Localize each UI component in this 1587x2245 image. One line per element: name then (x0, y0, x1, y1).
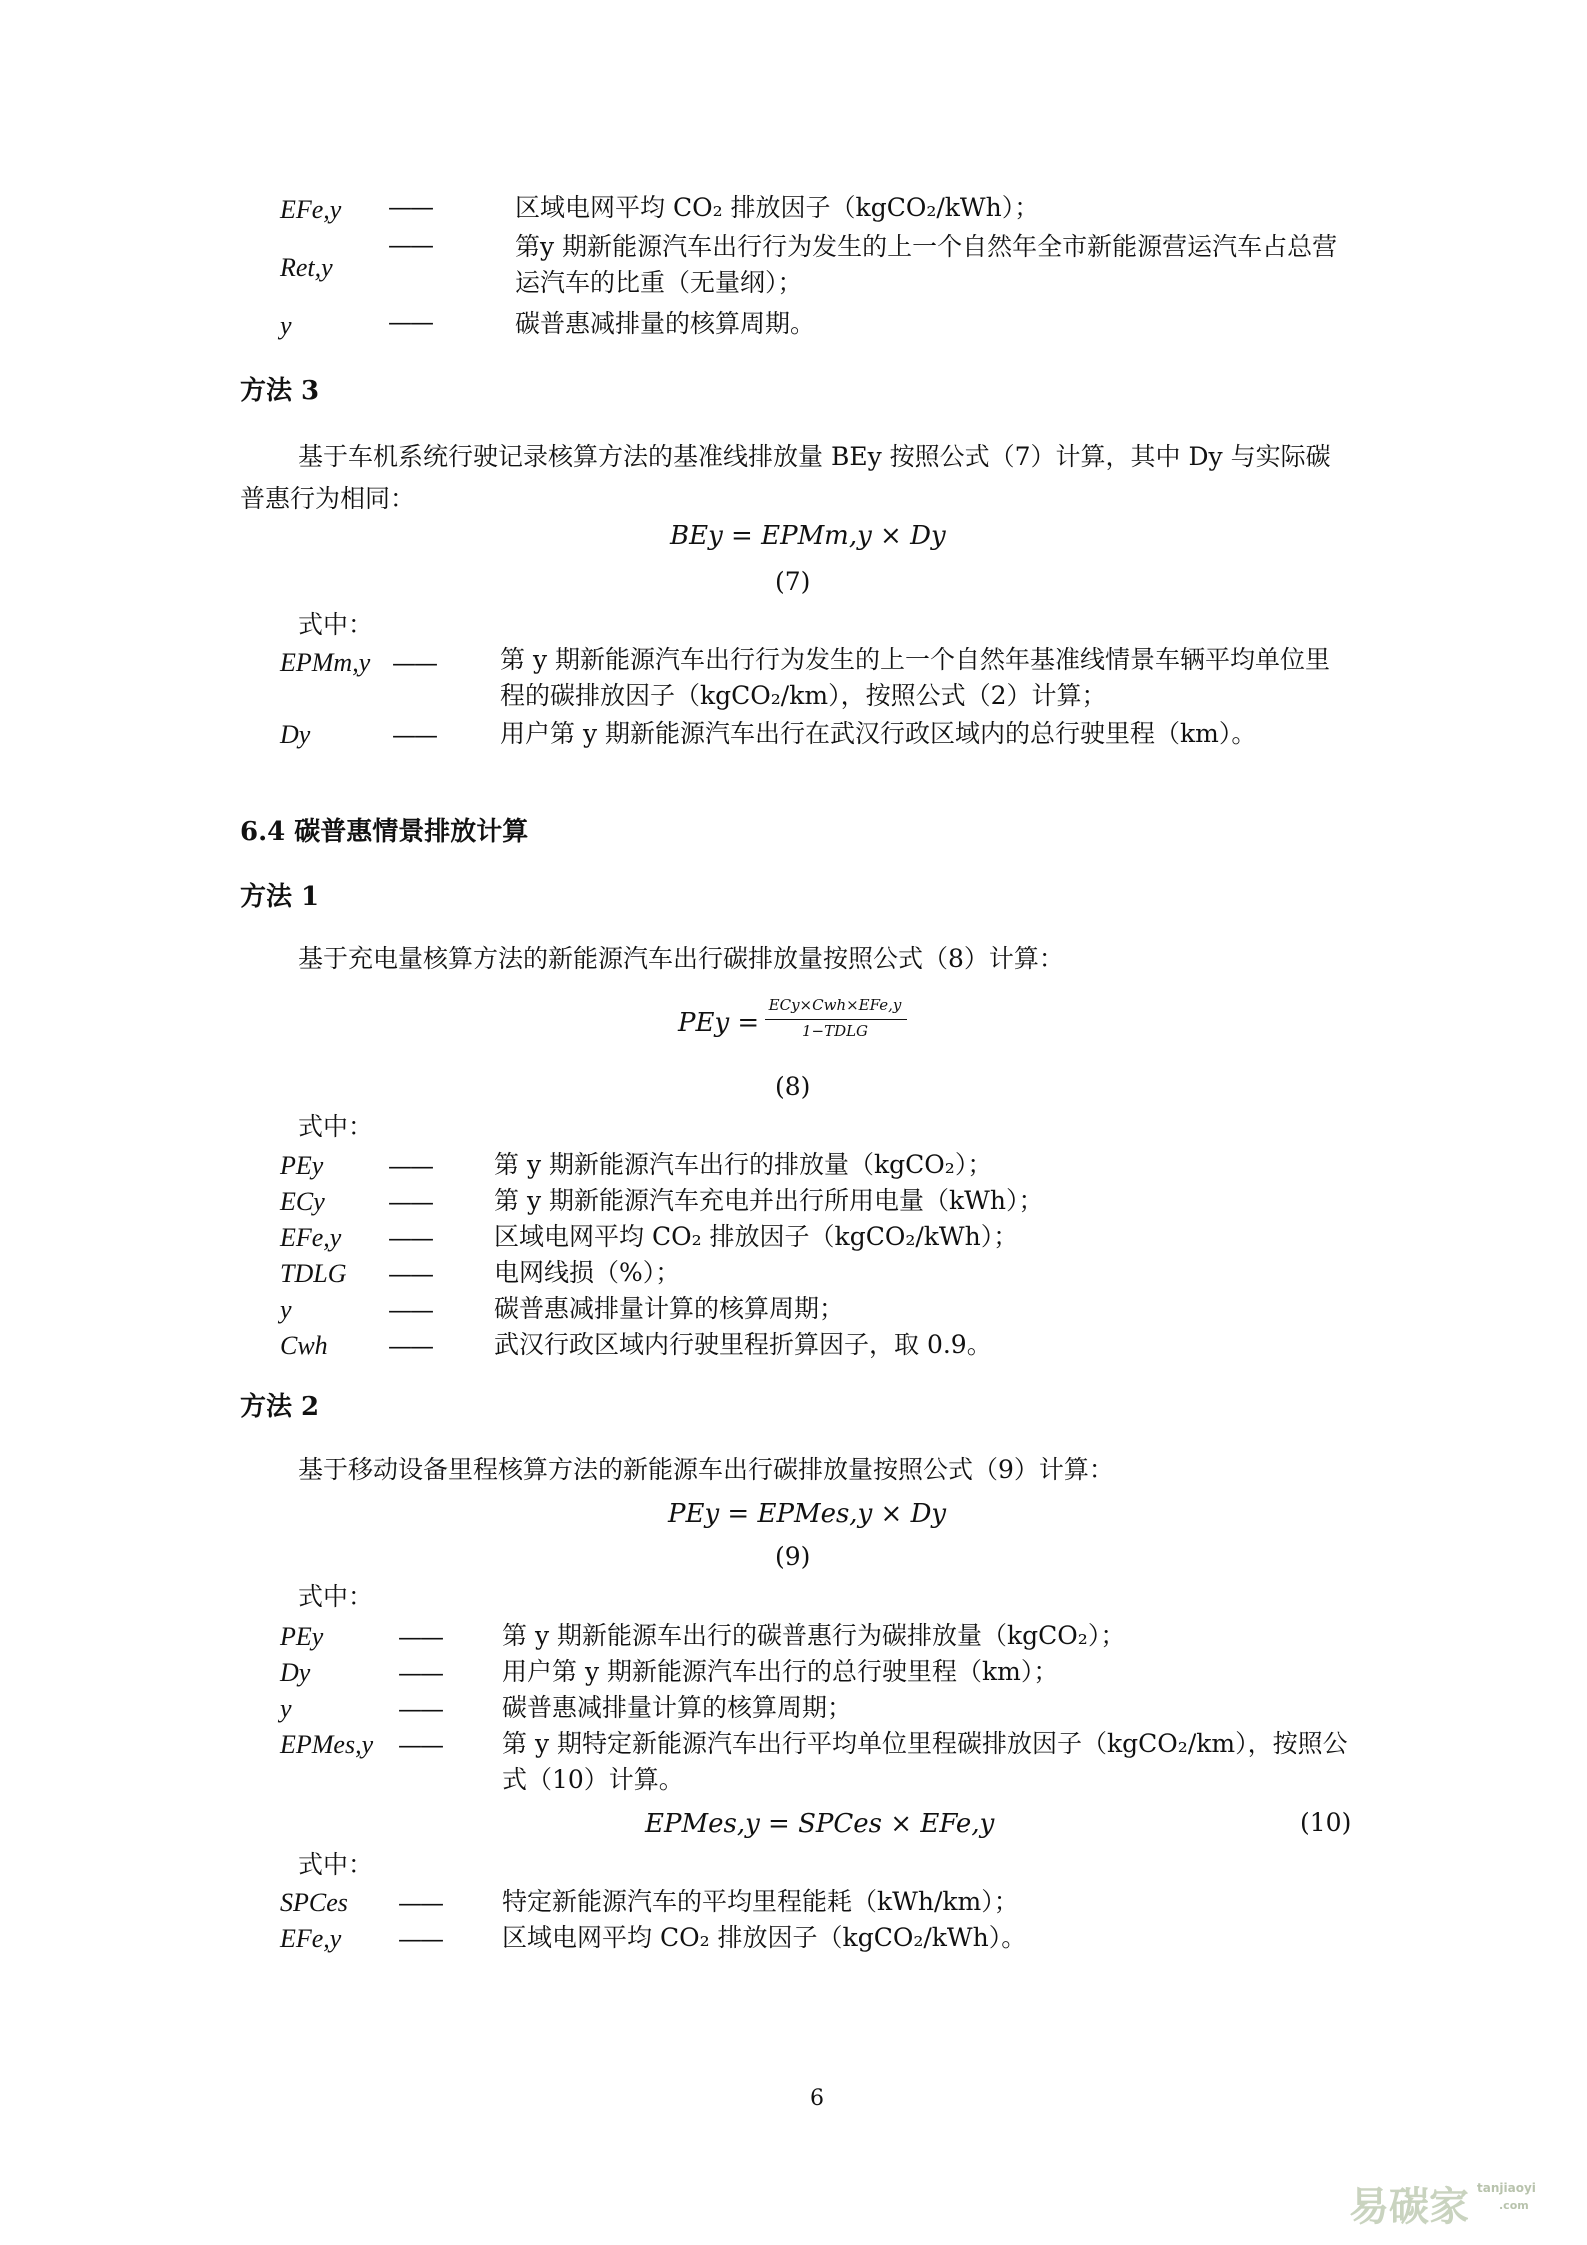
definition-text: 第 y 期新能源汽车出行行为发生的上一个自然年基准线情景车辆平均单位里程的碳排放因子（kgCO₂/km），按照公式（2）计算； (500, 645, 1331, 710)
dash: —— (398, 1889, 442, 1917)
where-label: 式中： (298, 1582, 374, 1611)
dash: —— (388, 1188, 432, 1216)
definition-text: 武汉行政区域内行驶里程折算因子，取 0.9。 (494, 1330, 992, 1359)
symbol-efey: EFe,y (280, 195, 342, 224)
definition-text: 第 y 期特定新能源汽车出行平均单位里程碳排放因子（kgCO₂/km），按照公式（10）计算。 (502, 1729, 1348, 1794)
watermark-sub: tanjiaoyi (1477, 2181, 1536, 2195)
dash: —— (388, 1296, 432, 1324)
symbol-epm-esy: EPMes,y (280, 1730, 374, 1759)
dash: —— (388, 231, 432, 259)
formula-9: PEy = EPMes,y × Dy (668, 1499, 947, 1529)
dash: —— (388, 308, 432, 336)
dash: —— (388, 1224, 432, 1252)
symbol-efey: EFe,y (280, 1223, 342, 1252)
method1-paragraph: 基于充电量核算方法的新能源汽车出行碳排放量按照公式（8）计算： (298, 944, 1064, 973)
section-title: 6.4 碳普惠情景排放计算 (240, 817, 529, 847)
definition-text: 第y 期新能源汽车出行行为发生的上一个自然年全市新能源营运汽车占总营运汽车的比重（无量纲）； (515, 232, 1338, 297)
where-label: 式中： (298, 1112, 374, 1141)
formula-8-lhs: PEy = (678, 1008, 760, 1038)
definition-text: 区域电网平均 CO₂ 排放因子（kgCO₂/kWh）； (494, 1222, 1019, 1251)
symbol-dy: Dy (280, 1658, 311, 1687)
symbol-epm-my: EPMm,y (280, 648, 371, 677)
formula-8-denominator: 1−TDLG (801, 1022, 869, 1040)
site-watermark-logo (1349, 2169, 1559, 2235)
dash: —— (388, 1260, 432, 1288)
where-label: 式中： (298, 1850, 374, 1879)
equation-number-7: (7) (775, 567, 811, 596)
symbol-y: y (280, 1694, 292, 1723)
watermark-domain: .com (1499, 2199, 1529, 2212)
dash: —— (398, 1731, 442, 1759)
definition-text: 用户第 y 期新能源汽车出行的总行驶里程（km）； (502, 1657, 1059, 1686)
formula-7: BEy = EPMm,y × Dy (670, 521, 946, 551)
definition-text: 碳普惠减排量的核算周期。 (515, 309, 816, 338)
definition-text: 第 y 期新能源汽车充电并出行所用电量（kWh）； (494, 1186, 1044, 1215)
fraction-bar (765, 1019, 907, 1020)
symbol-y: y (280, 311, 292, 340)
dash: —— (398, 1623, 442, 1651)
dash: —— (392, 649, 436, 677)
page-number: 6 (810, 2086, 824, 2111)
symbol-rety: Ret,y (280, 253, 333, 282)
dash: —— (392, 721, 436, 749)
definition-text: 第 y 期新能源车出行的碳普惠行为碳排放量（kgCO₂）； (502, 1621, 1126, 1650)
formula-8-numerator: ECy×Cwh×EFe,y (768, 996, 902, 1014)
definition-text: 用户第 y 期新能源汽车出行在武汉行政区域内的总行驶里程（km）。 (500, 719, 1257, 748)
symbol-tdlg: TDLG (280, 1259, 347, 1288)
method2-heading: 方法 2 (240, 1392, 320, 1422)
definition-text: 特定新能源汽车的平均里程能耗（kWh/km）； (502, 1887, 1019, 1916)
symbol-pey: PEy (280, 1622, 324, 1651)
formula-10: EPMes,y = SPCes × EFe,y (645, 1809, 995, 1839)
dash: —— (398, 1695, 442, 1723)
dash: —— (388, 1332, 432, 1360)
symbol-y: y (280, 1295, 292, 1324)
definition-text: 区域电网平均 CO₂ 排放因子（kgCO₂/kWh）。 (502, 1923, 1027, 1952)
method3-paragraph: 基于车机系统行驶记录核算方法的基准线排放量 BEy 按照公式（7）计算，其中 Dy 与实际碳普惠行为相同： (240, 442, 1331, 513)
symbol-cwh: Cwh (280, 1331, 328, 1360)
equation-number-8: (8) (775, 1072, 811, 1101)
dash: —— (388, 1152, 432, 1180)
method2-paragraph: 基于移动设备里程核算方法的新能源车出行碳排放量按照公式（9）计算： (298, 1455, 1114, 1484)
dash: —— (398, 1659, 442, 1687)
symbol-ecy: ECy (280, 1187, 325, 1216)
dash: —— (388, 193, 432, 221)
definition-text: 第 y 期新能源汽车出行的排放量（kgCO₂）； (494, 1150, 993, 1179)
definition-text: 碳普惠减排量计算的核算周期； (502, 1693, 853, 1722)
definition-text: 碳普惠减排量计算的核算周期； (494, 1294, 845, 1323)
watermark-text: 易碳家 (1349, 2184, 1469, 2230)
symbol-efey: EFe,y (280, 1924, 342, 1953)
dash: —— (398, 1925, 442, 1953)
symbol-dy: Dy (280, 720, 311, 749)
definition-text: 区域电网平均 CO₂ 排放因子（kgCO₂/kWh）； (515, 193, 1040, 222)
where-label: 式中： (298, 610, 374, 639)
method3-heading: 方法 3 (240, 376, 320, 406)
equation-number-10: (10) (1300, 1808, 1352, 1837)
symbol-spc-es: SPCes (280, 1888, 348, 1917)
equation-number-9: (9) (775, 1542, 811, 1571)
definition-text: 电网线损（%）； (494, 1258, 681, 1287)
method1-heading: 方法 1 (240, 882, 320, 912)
symbol-pey: PEy (280, 1151, 324, 1180)
